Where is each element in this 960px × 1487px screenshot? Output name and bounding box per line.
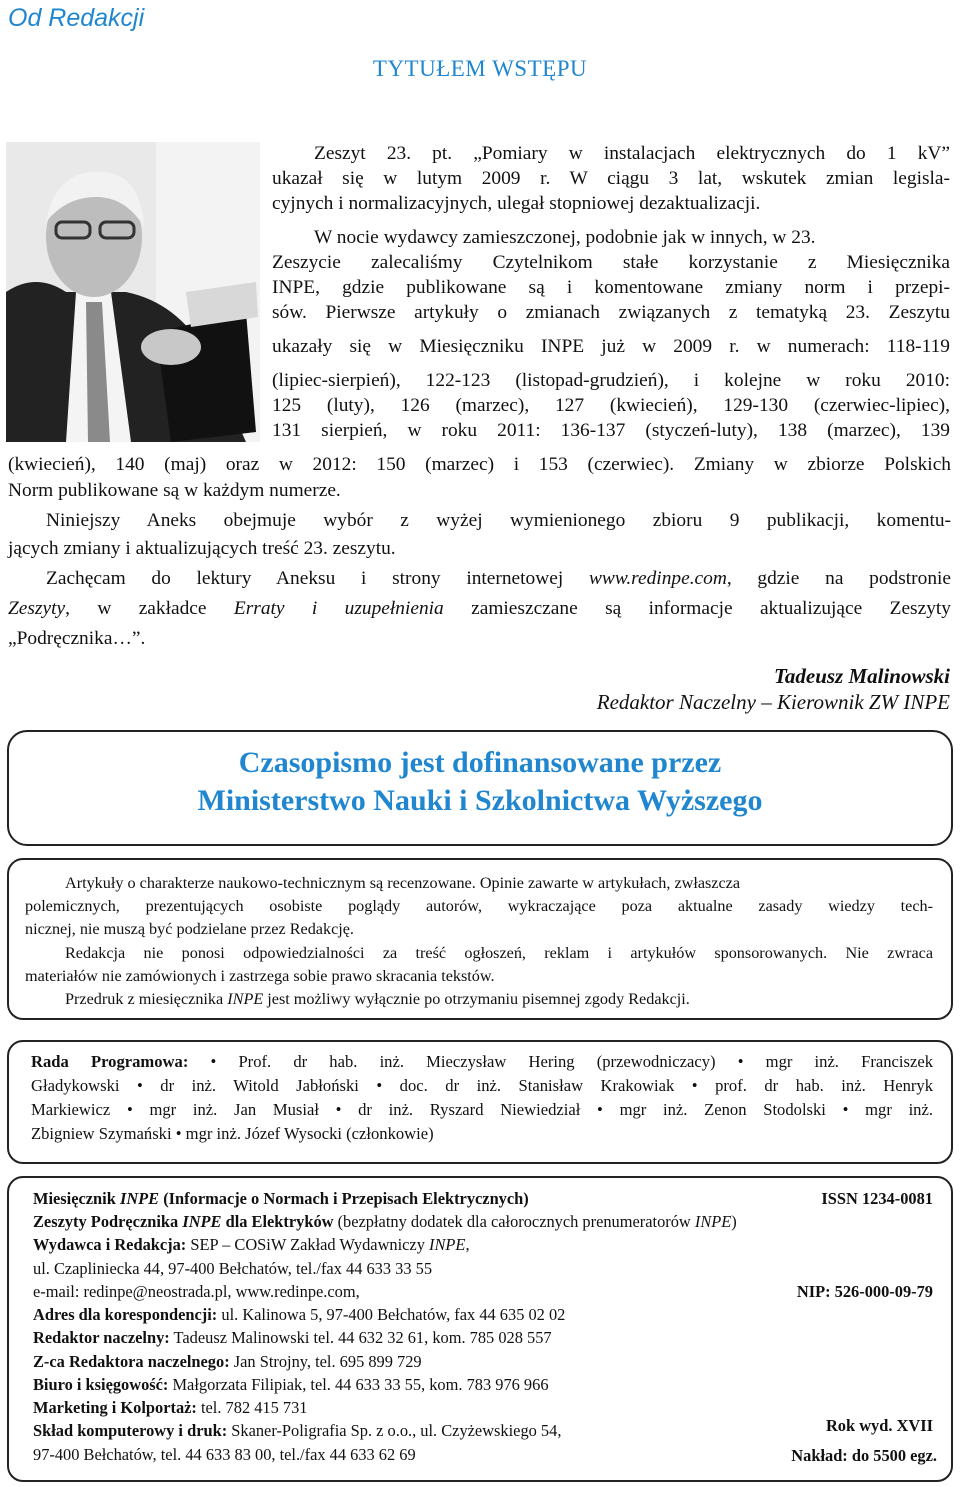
article-line: ukazał się w lutym 2009 r. W ciągu 3 lat, wskutek zmian legisla-	[272, 168, 950, 189]
article-line: jących zmiany i aktualizujących treść 23. zeszytu.	[8, 538, 396, 559]
board-line: Rada Programowa: • Prof. dr hab. inż. Mieczysław Hering (przewodniczacy) • mgr inż. Franciszek	[31, 1052, 933, 1071]
article-line: (lipiec-sierpień), 122-123 (listopad-grudzień), i kolejne w roku 2010:	[272, 370, 950, 391]
info-line: Miesięcznik INPE (Informacje o Normach i Przepisach Elektrycznych)	[33, 1189, 529, 1208]
info-line: Adres dla korespondencji: ul. Kalinowa 5, 97-400 Bełchatów, fax 44 635 02 02	[33, 1305, 566, 1324]
circulation: Nakład: do 5500 egz.	[791, 1446, 937, 1465]
article-line: Zeszyty, w zakładce Erraty i uzupełnienia zamieszczane są informacje aktualizujące Zeszyty	[8, 598, 951, 619]
funding-line: Czasopismo jest dofinansowane przez	[238, 746, 722, 779]
info-line: Biuro i księgowość: Małgorzata Filipiak, tel. 44 633 33 55, kom. 783 976 966	[33, 1375, 549, 1394]
funding-box	[7, 730, 953, 846]
notice-line: materiałów nie zamówionych i zastrzega sobie prawo skracania tekstów.	[25, 967, 495, 985]
publisher-info-box	[7, 1176, 953, 1482]
article-line: „Podręcznika…”.	[8, 628, 146, 649]
signature-role: Redaktor Naczelny – Kierownik ZW INPE	[596, 690, 950, 714]
article-line: INPE, gdzie publikowane są i komentowane zmiany norm i przepi-	[272, 277, 950, 298]
article-line: Niniejszy Aneks obejmuje wybór z wyżej wymienionego zbioru 9 publikacji, komentu-	[46, 510, 951, 531]
info-line: Wydawca i Redakcja: SEP – COSiW Zakład Wydawniczy INPE,	[33, 1235, 470, 1254]
board-line: Markiewicz • mgr inż. Jan Musiał • dr inż. Ryszard Niewiedział • mgr inż. Zenon Stodolski • mgr inż.	[31, 1100, 933, 1119]
notice-line: Redakcja nie ponosi odpowiedzialności za treść ogłoszeń, reklam i artykułów sponsorowanych. Nie zwraca	[65, 944, 933, 962]
article-line: W nocie wydawcy zamieszczonej, podobnie jak w innych, w 23.	[314, 227, 816, 248]
board-line: Gładykowski • dr inż. Witold Jabłoński • doc. dr inż. Stanisław Krakowiak • prof. dr hab. inż. Henryk	[31, 1076, 933, 1095]
info-line: Z-ca Redaktora naczelnego: Jan Strojny, tel. 695 899 729	[33, 1352, 422, 1371]
info-line: ul. Czapliniecka 44, 97-400 Bełchatów, tel./fax 44 633 33 55	[33, 1259, 433, 1278]
publication-year: Rok wyd. XVII	[825, 1416, 933, 1435]
info-line: Marketing i Kolportaż: tel. 782 415 731	[33, 1398, 308, 1417]
notice-line: nicznej, nie muszą być podzielane przez Redakcję.	[25, 920, 354, 938]
article-line: Zeszyt 23. pt. „Pomiary w instalacjach elektrycznych do 1 kV”	[314, 143, 950, 164]
info-line: 97-400 Bełchatów, tel. 44 633 83 00, tel./fax 44 633 62 69	[33, 1445, 416, 1464]
contact-line: e-mail: redinpe@neostrada.pl, www.redinpe.com,	[33, 1282, 360, 1301]
review-notice-box	[7, 858, 953, 1020]
article-line: ukazały się w Miesięczniku INPE już w 2009 r. w numerach: 118-119	[272, 336, 950, 357]
website-link[interactable]: www.redinpe.com	[588, 568, 727, 589]
section-label: Od Redakcji	[8, 4, 145, 32]
article-line: Zachęcam do lektury Aneksu i strony internetowej www.redinpe.com, gdzie na podstronie	[46, 568, 952, 589]
info-line: Redaktor naczelny: Tadeusz Malinowski tel. 44 632 32 61, kom. 785 028 557	[33, 1328, 552, 1347]
notice-line: Artykuły o charakterze naukowo-technicznym są recenzowane. Opinie zawarte w artykułach, zwłaszcza	[65, 874, 741, 892]
program-board-box	[7, 1040, 953, 1164]
nip: NIP: 526-000-09-79	[796, 1282, 933, 1301]
article-line: 125 (luty), 126 (marzec), 127 (kwiecień), 129-130 (czerwiec-lipiec),	[272, 395, 950, 416]
editor-photo	[6, 142, 260, 442]
article-line: sów. Pierwsze artykuły o zmianach związanych z tematyką 23. Zeszytu	[272, 302, 950, 323]
notice-line: polemicznych, prezentujących osobiste poglądy autorów, wykraczające poza aktualne zasady wiedzy tech-	[25, 897, 933, 915]
funding-line: Ministerstwo Nauki i Szkolnictwa Wyższego	[197, 784, 763, 817]
signature-name: Tadeusz Malinowski	[773, 664, 950, 688]
article-line: Norm publikowane są w każdym numerze.	[8, 480, 341, 501]
info-line: Zeszyty Podręcznika INPE dla Elektryków (bezpłatny dodatek dla całorocznych prenumeratorów INPE)	[33, 1212, 737, 1231]
article-line: 131 sierpień, w roku 2011: 136-137 (styczeń-luty), 138 (marzec), 139	[272, 420, 950, 441]
board-line: Zbigniew Szymański • mgr inż. Józef Wysocki (członkowie)	[31, 1124, 434, 1143]
issn: ISSN 1234-0081	[821, 1189, 933, 1208]
article-line: Zeszycie zalecaliśmy Czytelnikom stałe korzystanie z Miesięcznika	[272, 252, 950, 273]
article-line: (kwiecień), 140 (maj) oraz w 2012: 150 (marzec) i 153 (czerwiec). Zmiany w zbiorze Polskich	[8, 454, 951, 475]
article-line: cyjnych i normalizacyjnych, ulegał stopniowej dezaktualizacji.	[272, 193, 761, 214]
notice-line: Przedruk z miesięcznika INPE jest możliwy wyłącznie po otrzymaniu pisemnej zgody Redakcji.	[65, 990, 690, 1008]
info-line: Skład komputerowy i druk: Skaner-Poligrafia Sp. z o.o., ul. Czyżewskiego 54,	[33, 1421, 562, 1440]
page-title: TYTUŁEM WSTĘPU	[372, 56, 588, 81]
